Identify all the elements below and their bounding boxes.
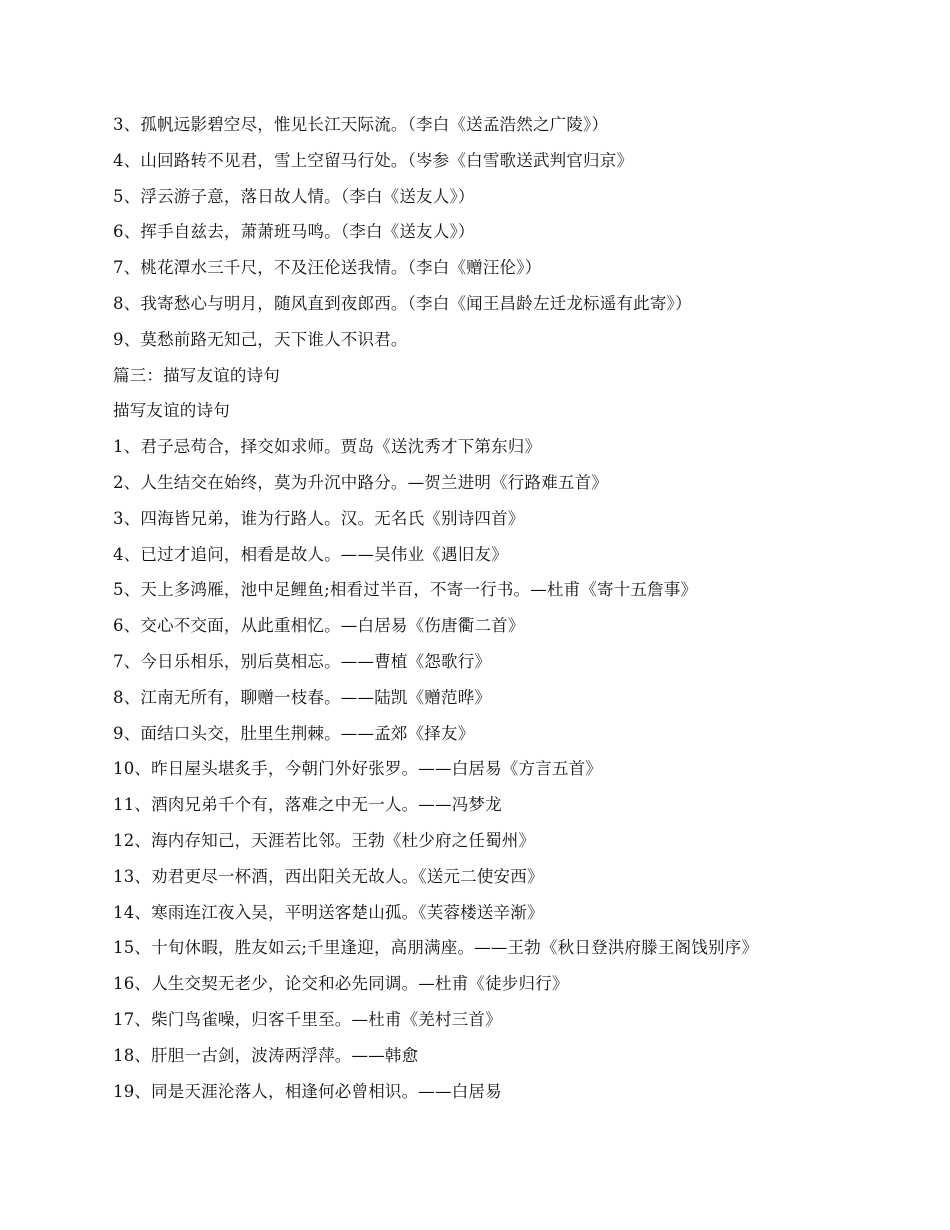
text-line: 3、孤帆远影碧空尽，惟见长江天际流。（李白《送孟浩然之广陵》） (113, 115, 609, 134)
section-heading: 篇三：描写友谊的诗句 (113, 365, 280, 385)
text-line: 11、酒肉兄弟千个有，落难之中无一人。——冯梦龙 (113, 795, 502, 815)
text-line: 5、天上多鸿雁，池中足鲤鱼;相看过半百，不寄一行书。—杜甫《寄十五詹事》 (113, 580, 698, 600)
text-line: 4、已过才追问，相看是故人。——吴伟业《遇旧友》 (113, 544, 508, 564)
text-line: 10、昨日屋头堪炙手，今朝门外好张罗。——白居易《方言五首》 (113, 759, 602, 779)
text-line: 9、莫愁前路无知己，天下谁人不识君。 (113, 329, 408, 349)
text-line: 9、面结口头交，肚里生荆棘。——孟郊《择友》 (113, 723, 475, 743)
text-line: 16、人生交契无老少，论交和必先同调。—杜甫《徒步归行》 (113, 974, 569, 994)
text-line: 13、劝君更尽一杯酒，西出阳关无故人。《送元二使安西》 (113, 866, 544, 886)
text-line: 12、海内存知己，天涯若比邻。王勃《杜少府之任蜀州》 (113, 830, 536, 850)
text-line: 7、桃花潭水三千尺，不及汪伦送我情。（李白《赠汪伦》） (113, 258, 542, 278)
section-subheading: 描写友谊的诗句 (113, 401, 230, 421)
text-line: 17、柴门鸟雀噪，归客千里至。—杜甫《羌村三首》 (113, 1009, 502, 1029)
poem-line-list (113, 107, 913, 1109)
text-line: 8、江南无所有，聊赠一枝春。——陆凯《赠范晔》 (113, 687, 492, 707)
text-line: 19、同是天涯沦落人，相逢何必曾相识。——白居易 (113, 1081, 502, 1101)
text-line: 15、十旬休暇，胜友如云;千里逢迎，高朋满座。——王勃《秋日登洪府滕王阁饯别序》 (113, 938, 759, 958)
text-line: 4、山回路转不见君，雪上空留马行处。（岑参《白雪歌送武判官归京》 (113, 150, 634, 170)
text-line: 6、挥手自兹去，萧萧班马鸣。（李白《送友人》） (113, 222, 475, 242)
text-line: 8、我寄愁心与明月，随风直到夜郎西。（李白《闻王昌龄左迁龙标遥有此寄》） (113, 293, 692, 313)
text-line: 5、浮云游子意，落日故人情。（李白《送友人》） (113, 186, 475, 206)
text-line: 2、人生结交在始终，莫为升沉中路分。—贺兰进明《行路难五首》 (113, 472, 608, 492)
text-line: 1、君子忌苟合，择交如求师。贾岛《送沈秀才下第东归》 (113, 437, 542, 457)
text-line: 3、四海皆兄弟，谁为行路人。汉。无名氏《别诗四首》 (113, 508, 525, 528)
text-line: 14、寒雨连江夜入吴，平明送客楚山孤。《芙蓉楼送辛渐》 (113, 902, 544, 922)
text-line: 18、肝胆一古剑，波涛两浮萍。——韩愈 (113, 1045, 419, 1065)
text-line: 6、交心不交面，从此重相忆。—白居易《伤唐衢二首》 (113, 616, 525, 636)
text-line: 7、今日乐相乐，别后莫相忘。——曹植《怨歌行》 (113, 651, 492, 671)
